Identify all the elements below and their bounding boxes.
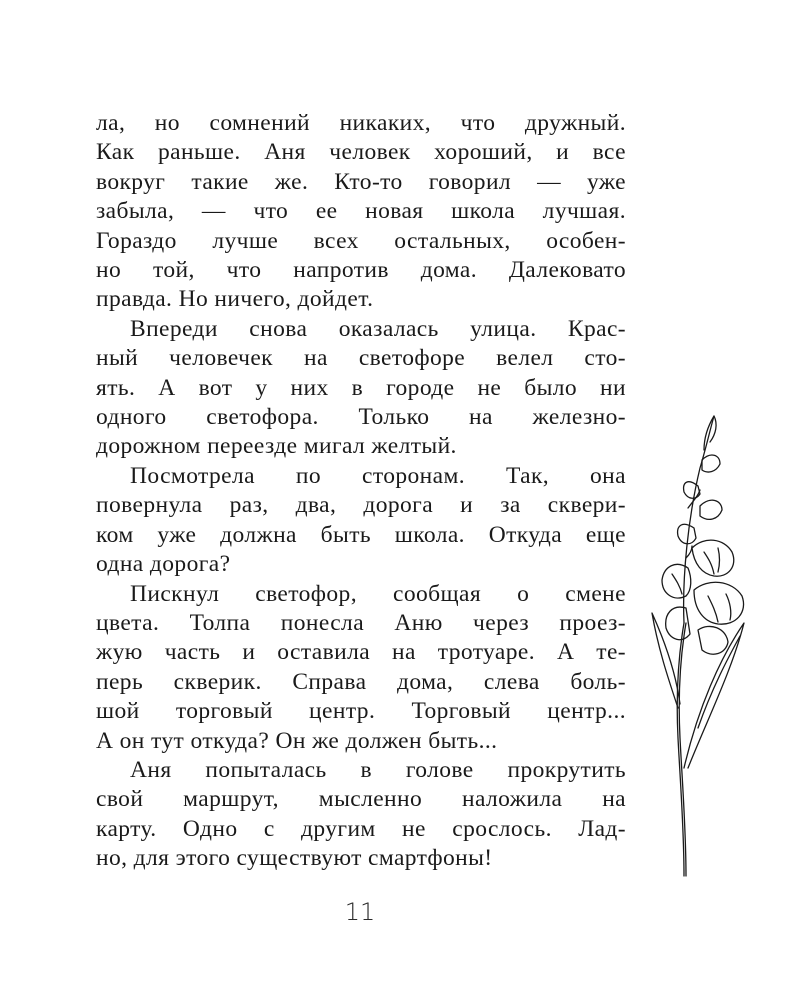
text-line: правда. Но ничего, дойдет. [96, 286, 374, 313]
text-line: одна дорога? [96, 551, 231, 578]
paragraph [96, 756, 626, 874]
text-line: дорожном переезде мигал желтый. [96, 433, 457, 460]
text-line: ный человечек на светофоре велел сто- [96, 345, 626, 372]
text-line: Аня попыталась в голове прокрутить [130, 756, 626, 783]
text-line: перь скверик. Справа дома, слева боль- [96, 668, 626, 695]
text-line: забыла, — что ее новая школа лучшая. [96, 198, 626, 225]
text-line: А он тут откуда? Он же должен быть... [96, 727, 498, 754]
text-line: но той, что напротив дома. Далековато [96, 257, 626, 284]
paragraph [96, 109, 626, 315]
gladiolus-flower-icon [648, 408, 768, 878]
text-line: но, для этого существуют смартфоны! [96, 845, 493, 872]
paragraph [96, 315, 626, 462]
text-line: Впереди снова оказалась улица. Крас- [130, 315, 626, 342]
text-line: шой торговый центр. Торговый центр... [96, 698, 626, 725]
text-line: ла, но сомнений никаких, что дружный. [96, 110, 626, 136]
text-line: Гораздо лучше всех остальных, особен- [96, 227, 626, 254]
text-line: жую часть и оставила на тротуаре. А те- [96, 639, 626, 666]
text-line: вокруг такие же. Кто-то говорил — уже [96, 168, 626, 195]
text-line: Пискнул светофор, сообщая о смене [130, 580, 626, 607]
page-number: 11 [344, 898, 376, 926]
text-line: одного светофора. Только на железно- [96, 404, 626, 431]
text-line: карту. Одно с другим не срослось. Лад- [96, 815, 626, 842]
paragraph [96, 462, 626, 580]
text-line: ять. А вот у них в городе не было ни [96, 374, 626, 401]
paragraph [96, 580, 626, 756]
text-line: Посмотрела по сторонам. Так, она [130, 462, 626, 489]
text-line: цвета. Толпа понесла Аню через проез- [96, 609, 626, 636]
text-line: Как раньше. Аня человек хороший, и все [96, 139, 626, 166]
text-line: повернула раз, два, дорога и за сквери- [96, 492, 626, 519]
text-line: свой маршрут, мысленно наложила на [96, 786, 626, 813]
body-text [96, 109, 626, 874]
text-line: ком уже должна быть школа. Откуда еще [96, 521, 626, 548]
